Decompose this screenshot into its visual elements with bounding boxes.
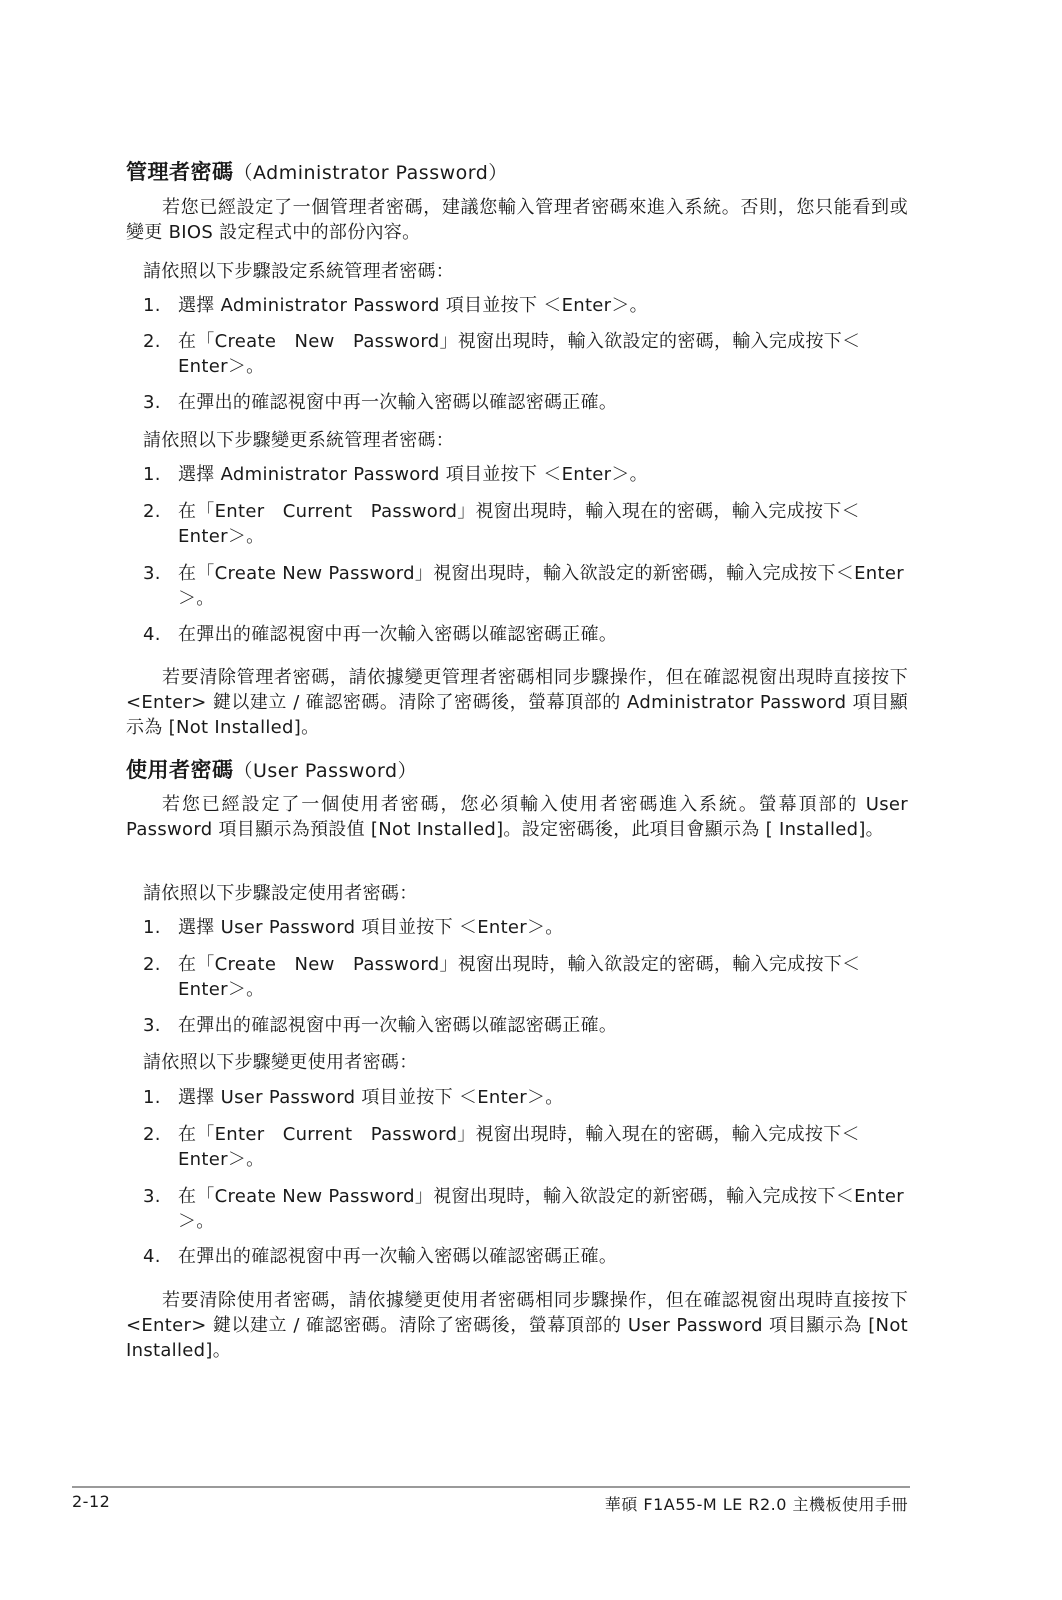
step-text: 在「Enter Current Password」視窗出現時，輸入現在的密碼，輸入完成按下＜Enter＞。 <box>178 501 860 547</box>
step-text: 選擇 User Password 項目並按下 ＜Enter＞。 <box>178 1087 564 1108</box>
admin-clear-note: 若要清除管理者密碼，請依據變更管理者密碼相同步驟操作，但在確認視窗出現時直接按下 <Enter> 鍵以建立 / 確認密碼。清除了密碼後，螢幕頂部的 Administrator Password 項目顯示為 [Not Installed]。 <box>126 667 908 738</box>
user-set-step-2 <box>143 952 908 1002</box>
footer-divider <box>72 1486 910 1488</box>
step-number: 1. <box>143 295 161 316</box>
user-password-heading <box>126 754 417 784</box>
user-set-step-3 <box>143 1013 908 1038</box>
step-text: 在彈出的確認視窗中再一次輸入密碼以確認密碼正確。 <box>178 392 618 413</box>
step-number: 2. <box>143 501 161 522</box>
user-intro-paragraph: 若您已經設定了一個使用者密碼，您必須輸入使用者密碼進入系統。螢幕頂部的 User Password 項目顯示為預設值 [Not Installed]。設定密碼後，此項目會顯示為 [ Installed]。 <box>126 794 908 840</box>
step-number: 4. <box>143 1246 161 1267</box>
user-heading-en: （User Password） <box>233 760 418 782</box>
step-text: 在「Create New Password」視窗出現時，輸入欲設定的密碼，輸入完成按下＜Enter＞。 <box>178 954 861 1000</box>
admin-change-step-1 <box>143 462 908 487</box>
admin-change-step-3 <box>143 561 908 611</box>
user-change-title: 請依照以下步驟變更使用者密碼： <box>143 1052 418 1073</box>
user-change-step-1 <box>143 1085 908 1110</box>
step-text: 在彈出的確認視窗中再一次輸入密碼以確認密碼正確。 <box>178 1015 618 1036</box>
step-number: 3. <box>143 392 161 413</box>
step-text: 在彈出的確認視窗中再一次輸入密碼以確認密碼正確。 <box>178 1246 618 1267</box>
user-heading-zh: 使用者密碼 <box>126 758 234 782</box>
step-text: 在「Create New Password」視窗出現時，輸入欲設定的新密碼，輸入完成按下＜Enter＞。 <box>178 563 904 609</box>
admin-set-step-3 <box>143 390 908 415</box>
step-number: 3. <box>143 1186 161 1207</box>
step-number: 4. <box>143 624 161 645</box>
admin-set-step-1 <box>143 293 908 318</box>
admin-set-title: 請依照以下步驟設定系統管理者密碼： <box>143 261 455 282</box>
step-text: 選擇 Administrator Password 項目並按下 ＜Enter＞。 <box>178 464 648 485</box>
user-clear-note: 若要清除使用者密碼，請依據變更使用者密碼相同步驟操作，但在確認視窗出現時直接按下 <Enter> 鍵以建立 / 確認密碼。清除了密碼後，螢幕頂部的 User Password 項目顯示為 [Not Installed]。 <box>126 1290 908 1361</box>
admin-heading-zh: 管理者密碼 <box>126 160 234 184</box>
step-text: 在「Enter Current Password」視窗出現時，輸入現在的密碼，輸入完成按下＜Enter＞。 <box>178 1124 860 1170</box>
admin-change-step-4 <box>143 622 908 647</box>
step-number: 2. <box>143 331 161 352</box>
manual-title: 華碩 F1A55-M LE R2.0 主機板使用手冊 <box>604 1495 908 1514</box>
step-number: 2. <box>143 1124 161 1145</box>
step-number: 2. <box>143 954 161 975</box>
step-text: 選擇 User Password 項目並按下 ＜Enter＞。 <box>178 917 564 938</box>
admin-set-step-2 <box>143 329 908 379</box>
admin-heading-en: （Administrator Password） <box>233 162 508 184</box>
step-number: 1. <box>143 464 161 485</box>
user-change-step-4 <box>143 1244 908 1269</box>
step-text: 在彈出的確認視窗中再一次輸入密碼以確認密碼正確。 <box>178 624 618 645</box>
step-number: 3. <box>143 1015 161 1036</box>
user-set-title: 請依照以下步驟設定使用者密碼： <box>143 883 418 904</box>
admin-intro-paragraph: 若您已經設定了一個管理者密碼，建議您輸入管理者密碼來進入系統。否則，您只能看到或變更 BIOS 設定程式中的部份內容。 <box>126 197 908 243</box>
user-change-step-2 <box>143 1122 908 1172</box>
step-text: 選擇 Administrator Password 項目並按下 ＜Enter＞。 <box>178 295 648 316</box>
step-number: 3. <box>143 563 161 584</box>
step-number: 1. <box>143 917 161 938</box>
step-number: 1. <box>143 1087 161 1108</box>
page-number: 2-12 <box>72 1492 111 1511</box>
user-change-step-3 <box>143 1184 908 1234</box>
user-set-step-1 <box>143 915 908 940</box>
step-text: 在「Create New Password」視窗出現時，輸入欲設定的新密碼，輸入完成按下＜Enter＞。 <box>178 1186 904 1232</box>
admin-password-heading <box>126 156 508 186</box>
step-text: 在「Create New Password」視窗出現時，輸入欲設定的密碼，輸入完成按下＜Enter＞。 <box>178 331 861 377</box>
admin-change-step-2 <box>143 499 908 549</box>
admin-change-title: 請依照以下步驟變更系統管理者密碼： <box>143 430 455 451</box>
